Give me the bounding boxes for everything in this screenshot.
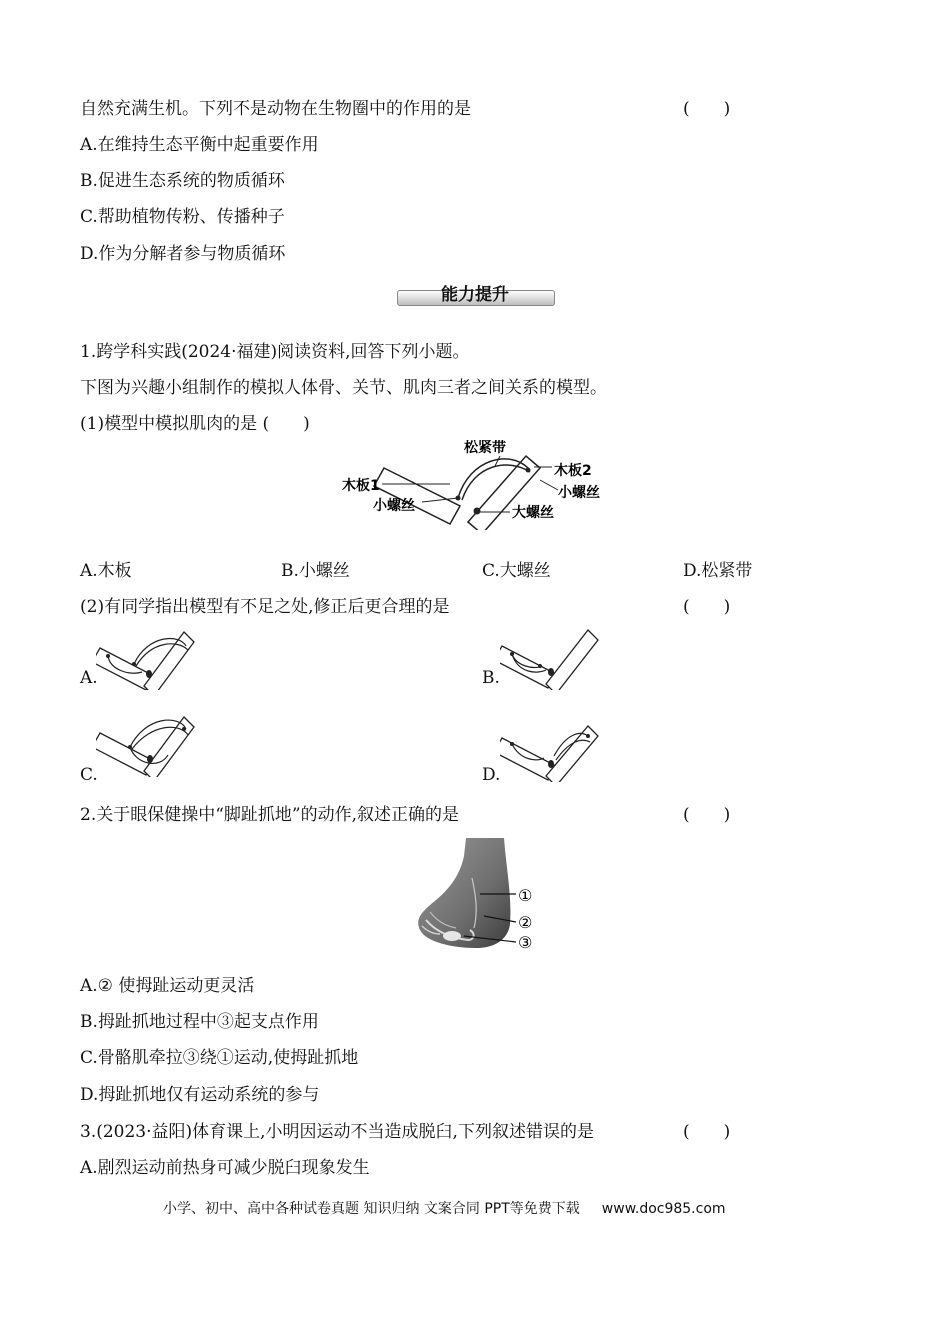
model-option-c-figure xyxy=(96,715,206,777)
answer-bracket: ( ) xyxy=(683,99,731,119)
label-small-screw-right: 小螺丝 xyxy=(558,485,600,501)
foot-label-2: ② xyxy=(518,913,533,932)
q1-sub2-stem: (2)有同学指出模型有不足之处,修正后更合理的是 xyxy=(80,597,450,617)
option-b: B.促进生态系统的物质循环 xyxy=(80,171,285,191)
q1-sub1-option-c: C.大螺丝 xyxy=(482,561,551,581)
q1-sub1-option-a: A.木板 xyxy=(80,561,132,581)
footer-url[interactable]: www.doc985.com xyxy=(601,1201,726,1217)
answer-bracket: ( ) xyxy=(683,805,731,825)
answer-bracket: ( ) xyxy=(683,1122,731,1142)
q1-sub2-option-b: B. xyxy=(482,668,500,688)
foot-figure xyxy=(412,836,542,954)
q1-sub2-option-a: A. xyxy=(80,668,98,688)
q1-sub1-option-d: D.松紧带 xyxy=(683,561,753,581)
footer-text: 小学、初中、高中各种试卷真题 知识归纳 文案合同 PPT等免费下载 xyxy=(163,1201,580,1217)
option-c: C.帮助植物传粉、传播种子 xyxy=(80,207,285,227)
q2-option-b: B.拇趾抓地过程中③起支点作用 xyxy=(80,1012,319,1032)
section-banner xyxy=(397,286,553,306)
q1-sub1-option-b: B.小螺丝 xyxy=(281,561,350,581)
label-board1: 木板1 xyxy=(342,478,380,494)
question-stem: 自然充满生机。下列不是动物在生物圈中的作用的是 xyxy=(80,99,471,119)
label-board2: 木板2 xyxy=(554,463,592,479)
label-small-screw-left: 小螺丝 xyxy=(373,498,415,514)
q1-material: 下图为兴趣小组制作的模拟人体骨、关节、肌肉三者之间关系的模型。 xyxy=(80,378,607,398)
q3-stem: 3.(2023·益阳)体育课上,小明因运动不当造成脱臼,下列叙述错误的是 xyxy=(80,1122,594,1142)
label-big-screw: 大螺丝 xyxy=(512,505,554,521)
q2-stem: 2.关于眼保健操中“脚趾抓地”的动作,叙述正确的是 xyxy=(80,805,460,825)
page-footer xyxy=(163,1198,726,1218)
section-title: 能力提升 xyxy=(441,285,509,305)
q1-sub1-stem: (1)模型中模拟肌肉的是 ( ) xyxy=(80,414,310,434)
model-option-d-figure xyxy=(500,720,610,782)
q1-sub2-option-d: D. xyxy=(482,765,501,785)
foot-label-3: ③ xyxy=(518,933,533,952)
model-option-a-figure xyxy=(96,630,206,690)
q2-option-d: D.拇趾抓地仅有运动系统的参与 xyxy=(80,1085,320,1105)
option-d: D.作为分解者参与物质循环 xyxy=(80,244,286,264)
muscle-model-figure xyxy=(340,440,620,530)
model-option-b-figure xyxy=(500,628,610,690)
label-band: 松紧带 xyxy=(464,440,506,456)
answer-bracket: ( ) xyxy=(683,597,731,617)
q2-option-c: C.骨骼肌牵拉③绕①运动,使拇趾抓地 xyxy=(80,1048,359,1068)
q1-stem: 1.跨学科实践(2024·福建)阅读资料,回答下列小题。 xyxy=(80,342,470,362)
foot-label-1: ① xyxy=(518,886,533,905)
q3-option-a: A.剧烈运动前热身可减少脱臼现象发生 xyxy=(80,1158,370,1178)
q1-sub2-option-c: C. xyxy=(80,765,98,785)
option-a: A.在维持生态平衡中起重要作用 xyxy=(80,135,319,155)
q2-option-a: A.② 使拇趾运动更灵活 xyxy=(80,976,255,996)
